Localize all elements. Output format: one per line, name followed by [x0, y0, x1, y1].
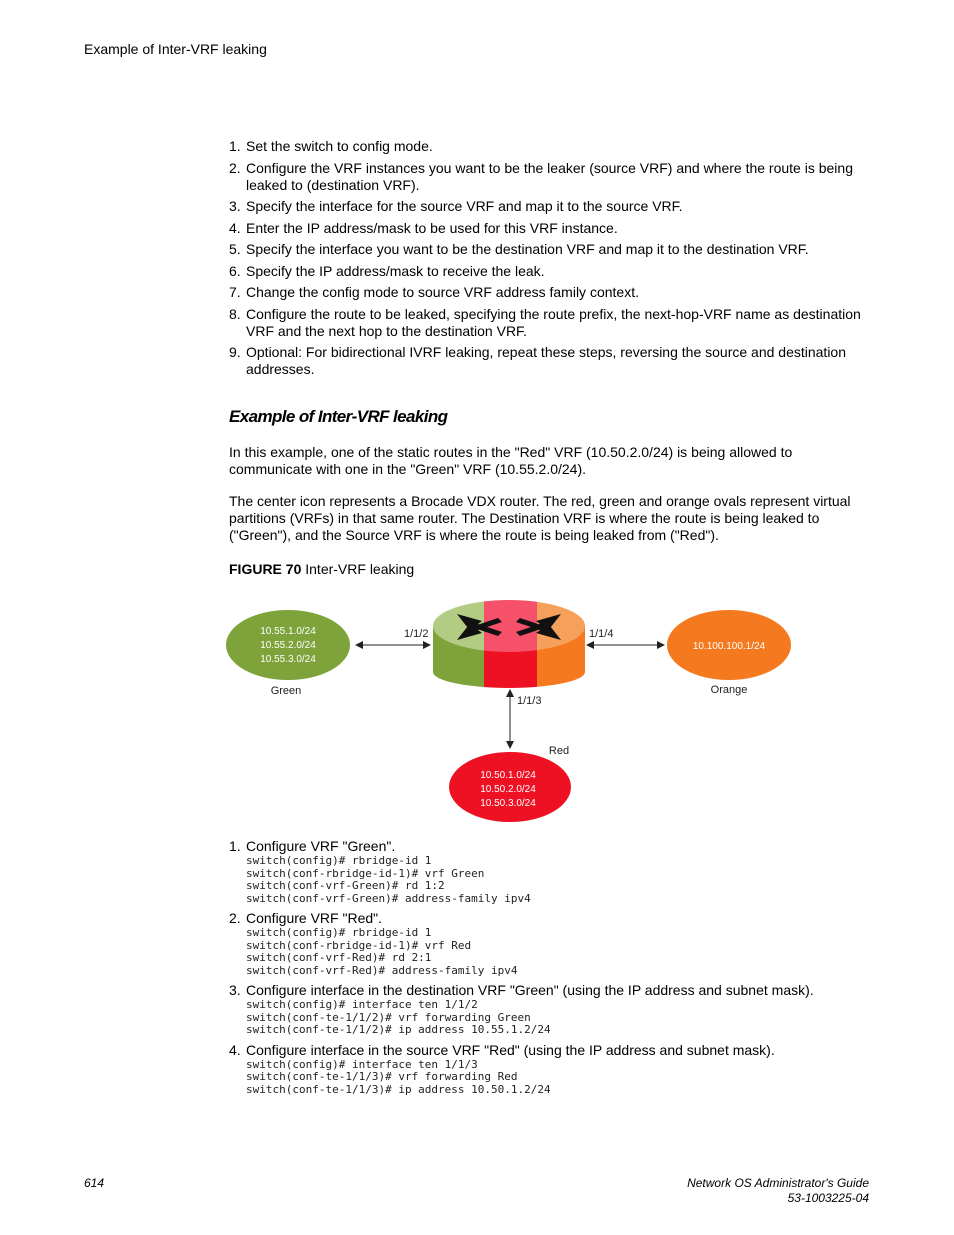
step-text: Configure VRF "Green".: [246, 838, 396, 854]
orange-vrf-oval: [667, 610, 791, 696]
orange-route-1: 10.100.100.1/24: [692, 641, 766, 652]
green-label: Green: [270, 685, 302, 697]
list-item: [229, 284, 869, 301]
running-header: Example of Inter-VRF leaking: [84, 41, 267, 57]
step-number: 4.: [229, 1041, 241, 1058]
green-vrf-oval: [226, 610, 350, 697]
doc-number: 53-1003225-04: [787, 1191, 869, 1205]
step-number: 1.: [229, 838, 241, 854]
step-text: Configure interface in the source VRF "Red" (using the IP address and subnet mask).: [246, 1041, 775, 1058]
step-number: 3.: [229, 198, 241, 214]
red-route-1: 10.50.1.0/24: [480, 770, 536, 781]
list-item: [229, 982, 869, 1037]
step-number: 2.: [229, 159, 241, 176]
figure-title: Inter-VRF leaking: [305, 561, 415, 577]
port-label-orange: 1/1/4: [589, 628, 614, 640]
list-item: [229, 138, 869, 155]
step-number: 2.: [229, 910, 241, 926]
orange-label: Orange: [710, 684, 748, 696]
step-text: Specify the interface for the source VRF and map it to the source VRF.: [246, 198, 683, 214]
step-number: 6.: [229, 262, 241, 279]
footer-doc-info: [687, 1176, 869, 1206]
step-text: Specify the IP address/mask to receive the leak.: [246, 262, 545, 279]
step-text: Set the switch to config mode.: [246, 138, 433, 154]
config-steps: [229, 838, 869, 1101]
intro-paragraph: In this example, one of the static routes in the "Red" VRF (10.50.2.0/24) is being allowed to communicate with one in the "Green" VRF (10.55.2.0/24).: [229, 444, 793, 477]
code-block: switch(config)# interface ten 1/1/3 switch(conf-te-1/1/3)# vrf forwarding Red switch(conf-te-1/1/3)# ip address 10.50.1.2/24: [246, 1057, 551, 1096]
figure-caption: [229, 561, 414, 577]
red-route-3: 10.50.3.0/24: [480, 798, 536, 809]
list-item: [229, 160, 869, 194]
list-item: [229, 1042, 869, 1097]
port-label-red: 1/1/3: [517, 695, 542, 707]
step-text: Optional: For bidirectional IVRF leaking, repeat these steps, reversing the source and destination addresses.: [246, 344, 846, 377]
code-block: switch(config)# rbridge-id 1 switch(conf-rbridge-id-1)# vrf Green switch(conf-vrf-Green)# rd 1:2 switch(conf-vrf-Green)# address-family ipv4: [246, 854, 531, 905]
step-number: 9.: [229, 344, 241, 360]
step-number: 7.: [229, 284, 241, 300]
router-icon: [433, 598, 585, 710]
procedure-steps: [229, 138, 869, 383]
figure-label: FIGURE 70: [229, 561, 302, 577]
code-block: switch(config)# rbridge-id 1 switch(conf-rbridge-id-1)# vrf Red switch(conf-vrf-Red)# rd 2:1 switch(conf-vrf-Red)# address-family ipv4: [246, 926, 518, 977]
list-item: [229, 220, 869, 237]
list-item: [229, 263, 869, 280]
red-vrf-oval: [449, 745, 571, 822]
red-label: Red: [548, 745, 570, 757]
doc-title: Network OS Administrator's Guide: [687, 1176, 869, 1190]
list-item: [229, 344, 869, 378]
green-route-2: 10.55.2.0/24: [260, 640, 316, 651]
list-item: [229, 910, 869, 977]
port-label-green: 1/1/2: [404, 628, 429, 640]
list-item: [229, 838, 869, 905]
step-text: Configure VRF "Red".: [246, 910, 382, 926]
step-text: Enter the IP address/mask to be used for this VRF instance.: [246, 219, 618, 236]
step-number: 3.: [229, 982, 241, 998]
code-block: switch(config)# interface ten 1/1/2 switch(conf-te-1/1/2)# vrf forwarding Green switch(conf-te-1/1/2)# ip address 10.55.1.2/24: [246, 998, 551, 1036]
inter-vrf-diagram: [220, 590, 820, 830]
step-number: 8.: [229, 305, 241, 322]
list-item: [229, 306, 869, 340]
list-item: [229, 198, 869, 215]
step-number: 5.: [229, 241, 241, 257]
step-text: Change the config mode to source VRF address family context.: [246, 284, 639, 300]
green-route-1: 10.55.1.0/24: [260, 626, 316, 637]
step-text: Configure interface in the destination VRF "Green" (using the IP address and subnet mask).: [246, 982, 814, 998]
description-paragraph: The center icon represents a Brocade VDX router. The red, green and orange ovals represent virtual partitions (VRFs) in that same router. The Destination VRF is where the route is being leaked to ("Green"), and the Source VRF is where the route is being leaked from ("Red").: [229, 493, 851, 543]
section-title: Example of Inter-VRF leaking: [229, 407, 448, 426]
page-number: 614: [84, 1176, 105, 1190]
step-text: Specify the interface you want to be the destination VRF and map it to the destination VRF.: [246, 241, 809, 257]
red-route-2: 10.50.2.0/24: [480, 784, 536, 795]
list-item: [229, 241, 869, 258]
step-number: 1.: [229, 138, 241, 154]
step-text: Configure the route to be leaked, specifying the route prefix, the next-hop-VRF name as destination VRF and the next hop to the destination VRF.: [246, 305, 861, 339]
step-number: 4.: [229, 219, 241, 236]
step-text: Configure the VRF instances you want to be the leaker (source VRF) and where the route is being leaked to (destination VRF).: [246, 159, 853, 193]
green-route-3: 10.55.3.0/24: [260, 654, 316, 665]
